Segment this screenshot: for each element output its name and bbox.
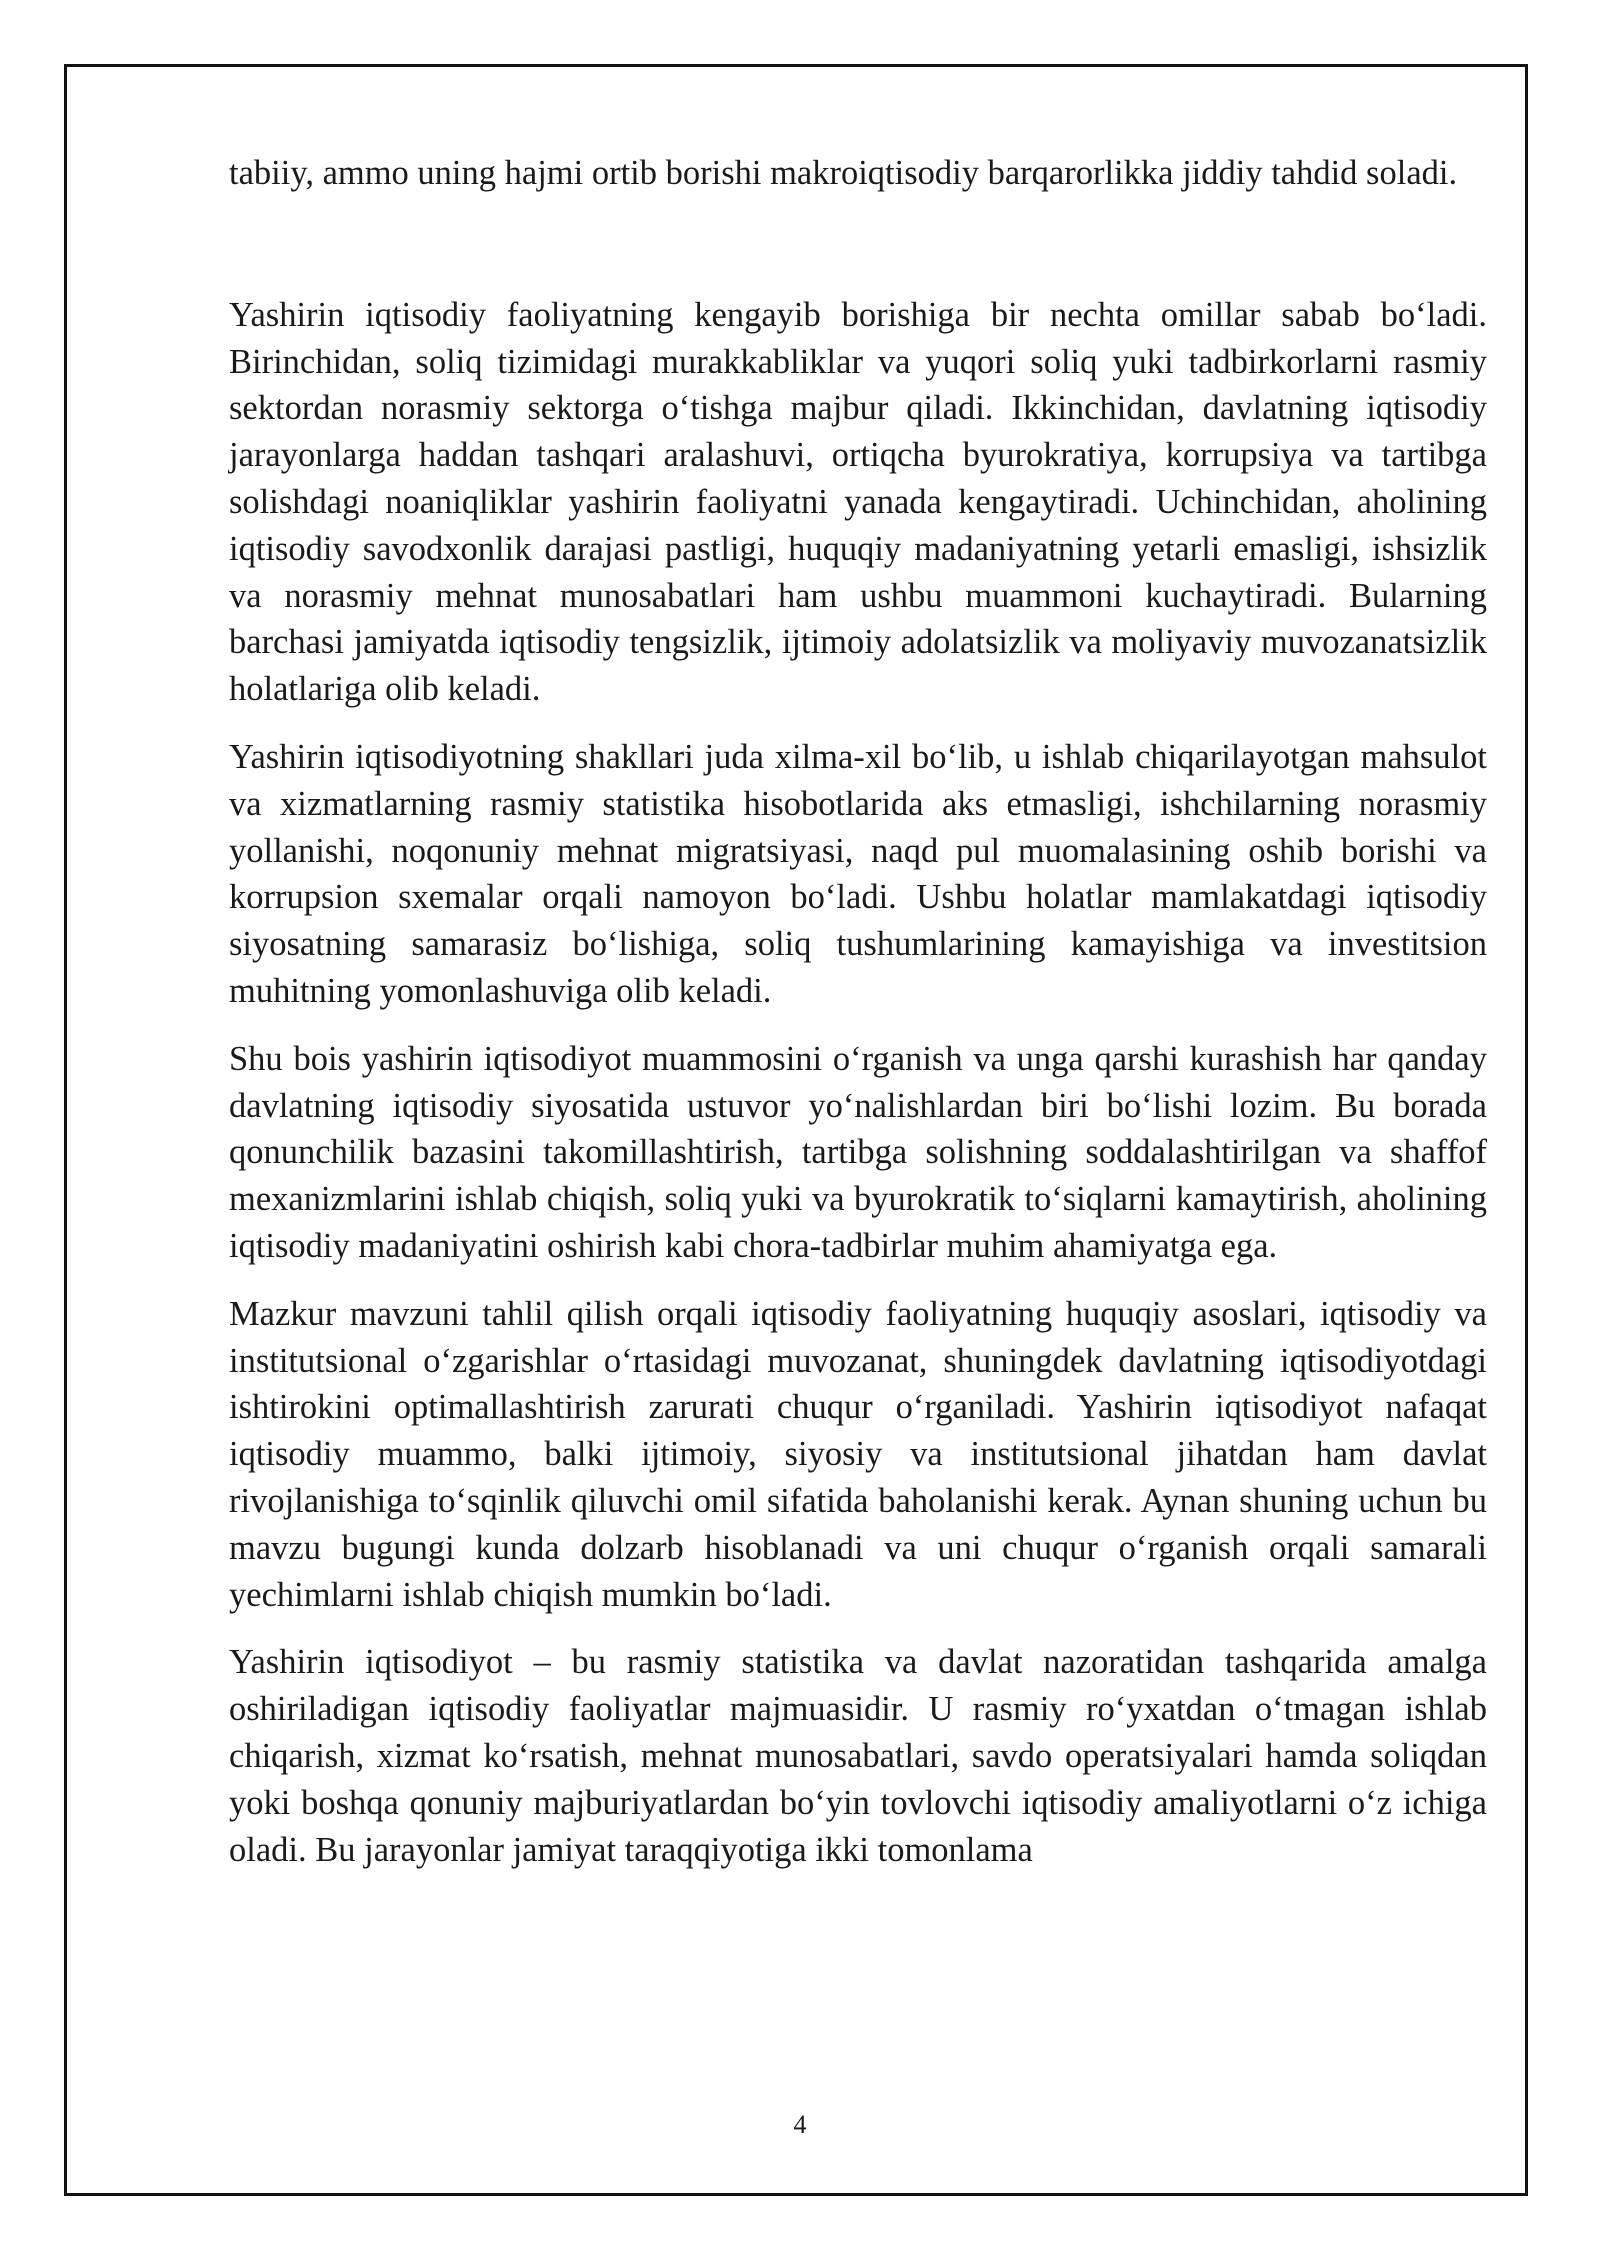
paragraph-analysis: Mazkur mavzuni tahlil qilish orqali iqtisodiy faoliyatning huquqiy asoslari, iqtisodiy va institutsional o‘zgarishlar o‘rtasidagi muvozanat, shuningdek davlatning iqtisodiyotdagi ishtirokini optimallashtirish zarurati chuqur o‘rganiladi. Yashirin iqtisodiyot nafaqat iqtisodiy muammo, balki ijtimoiy, siyosiy va institutsional jihatdan ham davlat rivojlanishiga to‘sqinlik qiluvchi omil sifatida baholanishi kerak. Aynan shuning uchun bu mavzu bugungi kunda dolzarb hisoblanadi va uni chuqur o‘rganish orqali samarali yechimlarni ishlab chiqish mumkin bo‘ladi. [229,1294,1487,1614]
paragraph-continuation: tabiiy, ammo uning hajmi ortib borishi makroiqtisodiy barqarorlikka jiddiy tahdid soladi. [229,154,1458,192]
paragraph-definition: Yashirin iqtisodiyot – bu rasmiy statistika va davlat nazoratidan tashqarida amalga oshiriladigan iqtisodiy faoliyatlar majmuasidir. U rasmiy ro‘yxatdan o‘tmagan ishlab chiqarish, xizmat ko‘rsatish, mehnat munosabatlari, savdo operatsiyalari hamda soliqdan yoki boshqa qonuniy majburiyatlardan bo‘yin tovlovchi iqtisodiy amaliyotlarni o‘z ichiga oladi. Bu jarayonlar jamiyat taraqqiyotiga ikki tomonlama [229,1643,1487,1869]
paragraph-policy: Shu bois yashirin iqtisodiyot muammosini o‘rganish va unga qarshi kurashish har qanday davlatning iqtisodiy siyosatida ustuvor yo‘nalishlardan biri bo‘lishi lozim. Bu borada qonunchilik bazasini takomillashtirish, tartibga solishning soddalashtirilgan va shaffof mexanizmlarini ishlab chiqish, soliq yuki va byurokratik to‘siqlarni kamaytirish, aholining iqtisodiy madaniyatini oshirish kabi chora-tadbirlar muhim ahamiyatga ega. [229,1039,1487,1265]
paragraph-causes: Yashirin iqtisodiy faoliyatning kengayib borishiga bir nechta omillar sabab bo‘ladi. Birinchidan, soliq tizimidagi murakkabliklar va yuqori soliq yuki tadbirkorlarni rasmiy sektordan norasmiy sektorga o‘tishga majbur qiladi. Ikkinchidan, davlatning iqtisodiy jarayonlarga haddan tashqari aralashuvi, ortiqcha byurokratiya, korrupsiya va tartibga solishdagi noaniqliklar yashirin faoliyatni yanada kengaytiradi. Uchinchidan, aholining iqtisodiy savodxonlik darajasi pastligi, huquqiy madaniyatning yetarli emasligi, ishsizlik va norasmiy mehnat munosabatlari ham ushbu muammoni kuchaytiradi. Bularning barchasi jamiyatda iqtisodiy tengsizlik, ijtimoiy adolatsizlik va moliyaviy muvozanatsizlik holatlariga olib keladi. [229,295,1487,709]
page-number: 4 [793,2110,807,2139]
document-body [229,150,1487,1873]
paragraph-forms: Yashirin iqtisodiyotning shakllari juda xilma-xil bo‘lib, u ishlab chiqarilayotgan mahsulot va xizmatlarning rasmiy statistika hisobotlarida aks etmasligi, ishchilarning norasmiy yollanishi, noqonuniy mehnat migratsiyasi, naqd pul muomalasining oshib borishi va korrupsion sxemalar orqali namoyon bo‘ladi. Ushbu holatlar mamlakatdagi iqtisodiy siyosatning samarasiz bo‘lishiga, soliq tushumlarining kamayishiga va investitsion muhitning yomonlashuviga olib keladi. [229,737,1487,1010]
